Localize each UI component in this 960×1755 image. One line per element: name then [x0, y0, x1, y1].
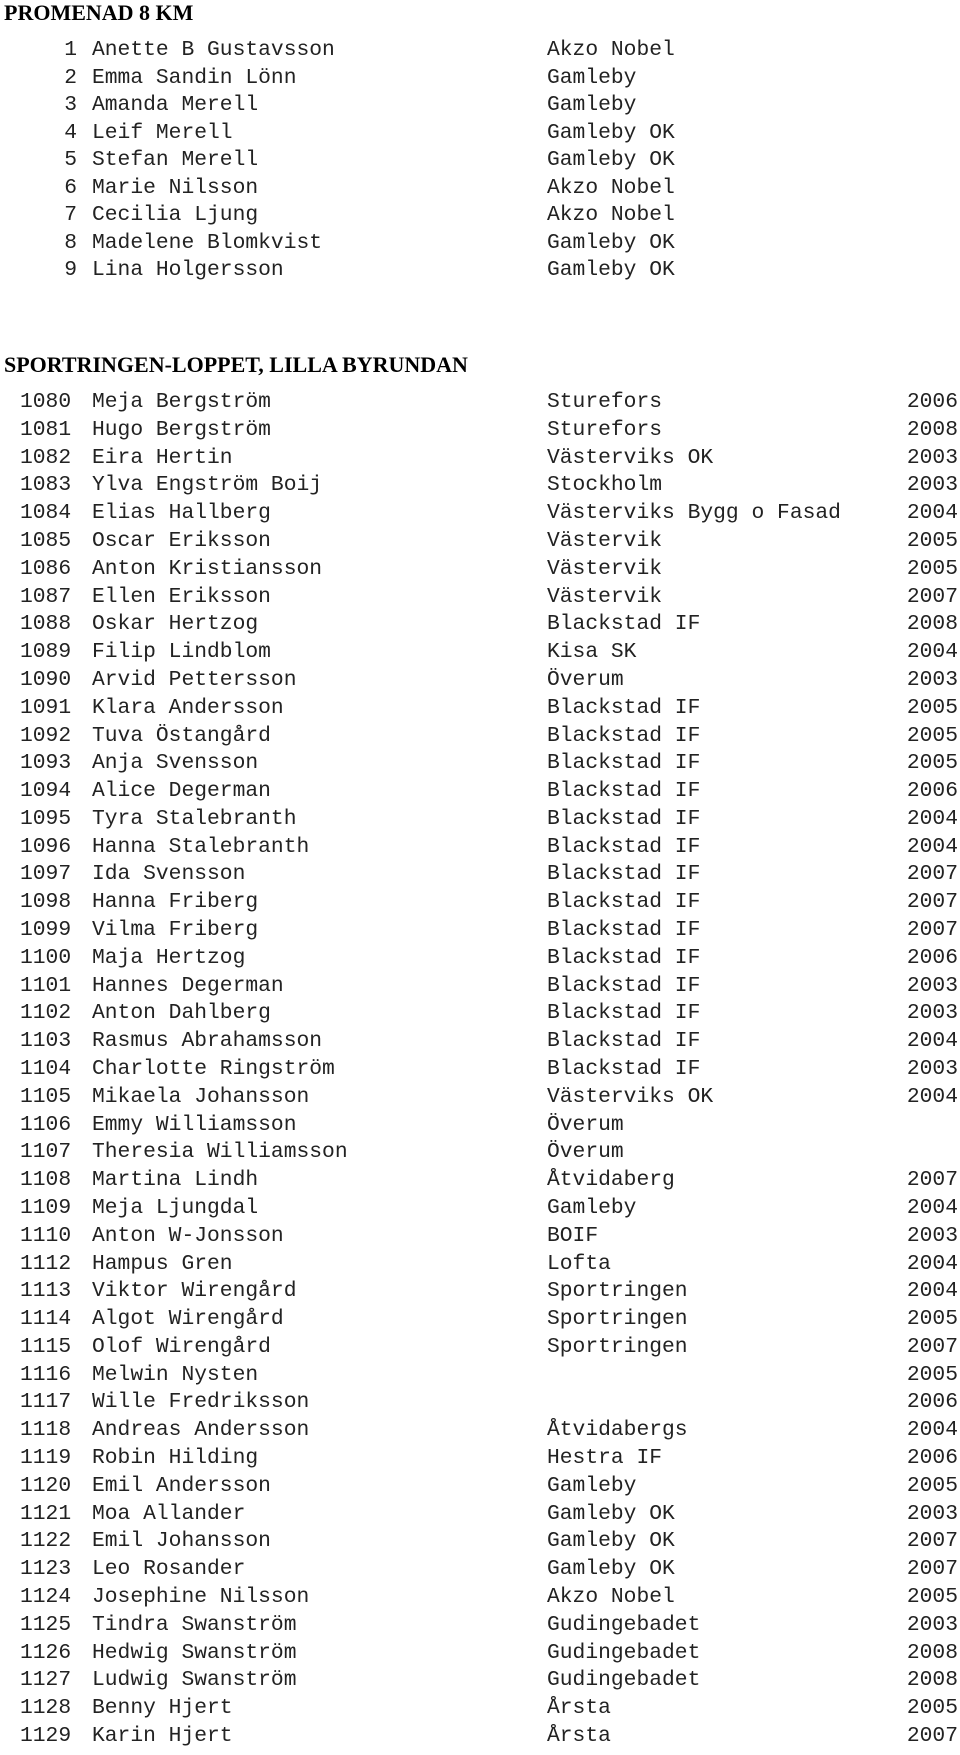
- result-num: 1080: [20, 390, 72, 414]
- result-name: Klara Andersson: [92, 695, 284, 720]
- result-name: Hannes Degerman: [92, 973, 284, 998]
- result-year: 2007: [906, 1529, 958, 1554]
- result-row: [0, 202, 960, 230]
- result-row: [0, 1195, 960, 1223]
- result-row: [0, 1695, 960, 1723]
- result-club: Gamleby OK: [547, 1501, 675, 1526]
- result-name: Tindra Swanström: [92, 1612, 297, 1637]
- result-row: [0, 147, 960, 175]
- result-year: 2004: [906, 1084, 958, 1109]
- result-name: Anette B Gustavsson: [92, 38, 335, 62]
- result-name: Hampus Gren: [92, 1251, 233, 1276]
- result-name: Tuva Östangård: [92, 723, 271, 748]
- result-num: 1129: [20, 1723, 72, 1748]
- result-row: [0, 1501, 960, 1529]
- result-row: [0, 1084, 960, 1112]
- result-num: 1105: [20, 1084, 72, 1109]
- result-year: 2007: [906, 1557, 958, 1582]
- result-row: [0, 1473, 960, 1501]
- result-name: Vilma Friberg: [92, 918, 259, 942]
- result-num: 1100: [20, 945, 72, 970]
- result-year: 2007: [906, 1168, 958, 1193]
- result-name: Lina Holgersson: [92, 258, 284, 283]
- result-row: [0, 1167, 960, 1195]
- result-year: 2008: [906, 417, 958, 442]
- result-year: 2004: [906, 1279, 958, 1304]
- result-name: Maja Hertzog: [92, 945, 246, 970]
- result-row: [0, 500, 960, 528]
- result-name: Ida Svensson: [92, 862, 246, 887]
- result-num: 1090: [20, 667, 72, 692]
- result-year: 2005: [906, 751, 958, 776]
- result-club: Blackstad IF: [547, 918, 701, 942]
- result-club: Västerviks OK: [547, 445, 714, 470]
- result-club: Akzo Nobel: [547, 203, 675, 228]
- result-num: 1096: [20, 834, 72, 859]
- result-name: Anton Dahlberg: [92, 1001, 271, 1026]
- result-name: Moa Allander: [92, 1501, 246, 1526]
- result-club: Akzo Nobel: [547, 175, 675, 200]
- result-num: 1114: [20, 1307, 72, 1332]
- result-club: Hestra IF: [547, 1446, 663, 1470]
- result-row: [0, 92, 960, 120]
- result-club: Gamleby OK: [547, 258, 675, 283]
- result-num: 1109: [20, 1195, 72, 1220]
- result-name: Martina Lindh: [92, 1168, 259, 1193]
- result-row: [0, 778, 960, 806]
- result-name: Melwin Nysten: [92, 1362, 259, 1387]
- result-year: 2007: [906, 918, 958, 942]
- result-row: [0, 1251, 960, 1279]
- result-name: Filip Lindblom: [92, 640, 271, 665]
- result-row: [0, 1556, 960, 1584]
- result-name: Ludwig Swanström: [92, 1668, 297, 1693]
- result-club: Gamleby: [547, 1195, 637, 1220]
- result-year: 2003: [906, 667, 958, 692]
- result-row: [0, 1278, 960, 1306]
- result-club: Gamleby OK: [547, 230, 675, 255]
- result-club: Sportringen: [547, 1279, 688, 1304]
- result-club: Åtvidaberg: [547, 1168, 675, 1193]
- result-year: 2008: [906, 612, 958, 637]
- result-num: 1088: [20, 612, 72, 637]
- result-name: Hanna Friberg: [92, 890, 259, 915]
- result-row: [0, 1723, 960, 1751]
- result-row: [0, 639, 960, 667]
- result-row: [0, 1667, 960, 1695]
- result-club: Västervik: [547, 529, 663, 553]
- result-club: Blackstad IF: [547, 779, 701, 804]
- result-row: [0, 1612, 960, 1640]
- result-num: 1127: [20, 1668, 72, 1693]
- result-num: 1083: [20, 473, 72, 498]
- result-club: Gamleby: [547, 93, 637, 118]
- result-num: 1091: [20, 695, 72, 720]
- result-name: Rasmus Abrahamsson: [92, 1029, 323, 1054]
- result-club: Överum: [547, 1112, 624, 1137]
- result-year: 2003: [906, 1612, 958, 1637]
- result-name: Arvid Pettersson: [92, 667, 297, 692]
- result-row: [0, 472, 960, 500]
- result-name: Marie Nilsson: [92, 175, 259, 200]
- result-year: 2007: [906, 584, 958, 609]
- result-club: Lofta: [547, 1251, 611, 1276]
- result-row: [0, 445, 960, 473]
- result-club: Gudingebadet: [547, 1640, 701, 1665]
- result-row: [0, 1112, 960, 1140]
- result-year: 2005: [906, 695, 958, 720]
- result-club: Sportringen: [547, 1307, 688, 1332]
- result-club: Västerviks Bygg o Fasad: [547, 501, 841, 526]
- result-name: Algot Wirengård: [92, 1307, 284, 1332]
- result-year: 2003: [906, 973, 958, 998]
- result-row: [0, 667, 960, 695]
- result-name: Hedwig Swanström: [92, 1640, 297, 1665]
- result-num: 1104: [20, 1057, 72, 1081]
- result-club: Gamleby OK: [547, 148, 675, 173]
- result-club: Blackstad IF: [547, 890, 701, 915]
- result-name: Oscar Eriksson: [92, 529, 271, 553]
- result-year: 2003: [906, 1501, 958, 1526]
- result-year: 2003: [906, 1057, 958, 1081]
- result-row: [0, 1389, 960, 1417]
- result-num: 1112: [20, 1251, 72, 1276]
- result-name: Karin Hjert: [92, 1723, 233, 1748]
- result-num: 3: [64, 93, 77, 118]
- result-row: [0, 120, 960, 148]
- result-year: 2004: [906, 1029, 958, 1054]
- result-year: 2004: [906, 640, 958, 665]
- result-row: [0, 945, 960, 973]
- result-row: [0, 1056, 960, 1084]
- result-year: 2004: [906, 834, 958, 859]
- result-num: 1094: [20, 779, 72, 804]
- result-name: Josephine Nilsson: [92, 1585, 310, 1609]
- result-name: Tyra Stalebranth: [92, 806, 297, 831]
- result-club: Gamleby: [547, 65, 637, 90]
- result-row: [0, 723, 960, 751]
- result-year: 2006: [906, 945, 958, 970]
- result-name: Viktor Wirengård: [92, 1279, 297, 1304]
- result-num: 1125: [20, 1612, 72, 1637]
- result-name: Leif Merell: [92, 120, 233, 145]
- result-club: Sturefors: [547, 390, 663, 414]
- result-row: [0, 1417, 960, 1445]
- section-title-sportringen: SPORTRINGEN-LOPPET, LILLA BYRUNDAN: [4, 352, 468, 377]
- result-name: Leo Rosander: [92, 1557, 246, 1582]
- result-club: Gudingebadet: [547, 1668, 701, 1693]
- result-year: 2006: [906, 390, 958, 414]
- result-num: 1113: [20, 1279, 72, 1304]
- result-row: [0, 1139, 960, 1167]
- result-club: Blackstad IF: [547, 1057, 701, 1081]
- result-club: Gamleby OK: [547, 1529, 675, 1554]
- result-year: 2005: [906, 529, 958, 553]
- result-num: 2: [64, 65, 77, 90]
- result-row: [0, 175, 960, 203]
- result-club: Västervik: [547, 584, 663, 609]
- result-row: [0, 389, 960, 417]
- result-name: Anja Svensson: [92, 751, 259, 776]
- result-row: [0, 1223, 960, 1251]
- result-club: Årsta: [547, 1696, 611, 1721]
- result-name: Cecilia Ljung: [92, 203, 259, 228]
- result-club: Sportringen: [547, 1334, 688, 1359]
- result-num: 1097: [20, 862, 72, 887]
- result-name: Robin Hilding: [92, 1446, 259, 1470]
- result-name: Anton Kristiansson: [92, 556, 323, 581]
- result-club: Stockholm: [547, 473, 663, 498]
- result-club: Överum: [547, 1140, 624, 1165]
- result-club: Blackstad IF: [547, 806, 701, 831]
- result-year: 2004: [906, 1195, 958, 1220]
- result-name: Mikaela Johansson: [92, 1084, 310, 1109]
- result-num: 1089: [20, 640, 72, 665]
- result-row: [0, 556, 960, 584]
- result-year: 2005: [906, 1362, 958, 1387]
- result-row: [0, 1528, 960, 1556]
- result-name: Ylva Engström Boij: [92, 473, 323, 498]
- result-num: 1126: [20, 1640, 72, 1665]
- result-year: 2007: [906, 890, 958, 915]
- result-num: 1081: [20, 417, 72, 442]
- result-name: Oskar Hertzog: [92, 612, 259, 637]
- result-club: Blackstad IF: [547, 723, 701, 748]
- result-club: Västervik: [547, 556, 663, 581]
- result-num: 1119: [20, 1446, 72, 1470]
- result-row: [0, 1334, 960, 1362]
- result-name: Eira Hertin: [92, 445, 233, 470]
- result-row: [0, 417, 960, 445]
- result-num: 1085: [20, 529, 72, 553]
- result-num: 1086: [20, 556, 72, 581]
- result-year: 2005: [906, 1473, 958, 1498]
- result-club: Blackstad IF: [547, 945, 701, 970]
- result-row: [0, 806, 960, 834]
- result-num: 7: [64, 203, 77, 228]
- result-row: [0, 695, 960, 723]
- result-num: 9: [64, 258, 77, 283]
- result-num: 1: [64, 38, 77, 62]
- result-num: 1116: [20, 1362, 72, 1387]
- result-name: Stefan Merell: [92, 148, 259, 173]
- result-name: Amanda Merell: [92, 93, 259, 118]
- result-row: [0, 611, 960, 639]
- result-num: 1101: [20, 973, 72, 998]
- result-year: 2004: [906, 806, 958, 831]
- result-num: 5: [64, 148, 77, 173]
- result-num: 8: [64, 230, 77, 255]
- result-num: 1102: [20, 1001, 72, 1026]
- result-club: Blackstad IF: [547, 751, 701, 776]
- result-num: 6: [64, 175, 77, 200]
- result-club: Blackstad IF: [547, 1029, 701, 1054]
- result-club: Gudingebadet: [547, 1612, 701, 1637]
- result-name: Charlotte Ringström: [92, 1057, 335, 1081]
- result-name: Meja Ljungdal: [92, 1195, 259, 1220]
- result-club: Akzo Nobel: [547, 38, 675, 62]
- result-club: Blackstad IF: [547, 834, 701, 859]
- result-year: 2003: [906, 445, 958, 470]
- result-num: 1095: [20, 806, 72, 831]
- result-name: Andreas Andersson: [92, 1418, 310, 1443]
- result-club: Blackstad IF: [547, 612, 701, 637]
- result-row: [0, 917, 960, 945]
- result-club: Sturefors: [547, 417, 663, 442]
- result-name: Theresia Williamsson: [92, 1140, 348, 1165]
- result-club: Kisa SK: [547, 640, 637, 665]
- result-row: [0, 973, 960, 1001]
- result-club: BOIF: [547, 1223, 599, 1248]
- result-num: 1106: [20, 1112, 72, 1137]
- result-name: Meja Bergström: [92, 390, 271, 414]
- result-club: Åtvidabergs: [547, 1418, 688, 1443]
- result-year: 2006: [906, 779, 958, 804]
- result-row: [0, 584, 960, 612]
- result-name: Anton W-Jonsson: [92, 1223, 284, 1248]
- result-row: [0, 834, 960, 862]
- result-num: 1124: [20, 1585, 72, 1609]
- result-year: 2005: [906, 1696, 958, 1721]
- section-title-promenad: PROMENAD 8 KM: [4, 0, 194, 25]
- result-name: Ellen Eriksson: [92, 584, 271, 609]
- result-club: Blackstad IF: [547, 973, 701, 998]
- result-year: 2005: [906, 1307, 958, 1332]
- result-row: [0, 1640, 960, 1668]
- result-name: Emil Johansson: [92, 1529, 271, 1554]
- result-num: 1092: [20, 723, 72, 748]
- result-num: 1084: [20, 501, 72, 526]
- result-row: [0, 1362, 960, 1390]
- result-name: Wille Fredriksson: [92, 1390, 310, 1415]
- result-num: 1115: [20, 1334, 72, 1359]
- result-year: 2006: [906, 1446, 958, 1470]
- result-year: 2008: [906, 1640, 958, 1665]
- result-year: 2005: [906, 1585, 958, 1609]
- result-club: Blackstad IF: [547, 1001, 701, 1026]
- result-num: 1107: [20, 1140, 72, 1165]
- result-row: [0, 37, 960, 65]
- result-club: Gamleby OK: [547, 1557, 675, 1582]
- result-num: 1120: [20, 1473, 72, 1498]
- result-name: Emil Andersson: [92, 1473, 271, 1498]
- result-num: 1087: [20, 584, 72, 609]
- result-name: Madelene Blomkvist: [92, 230, 323, 255]
- result-club: Västerviks OK: [547, 1084, 714, 1109]
- result-club: Årsta: [547, 1723, 611, 1748]
- result-club: Blackstad IF: [547, 862, 701, 887]
- result-num: 1103: [20, 1029, 72, 1054]
- result-row: [0, 257, 960, 285]
- result-num: 1118: [20, 1418, 72, 1443]
- result-row: [0, 1306, 960, 1334]
- result-row: [0, 528, 960, 556]
- result-year: 2004: [906, 1251, 958, 1276]
- result-row: [0, 230, 960, 258]
- result-num: 1110: [20, 1223, 72, 1248]
- result-row: [0, 65, 960, 93]
- result-num: 1121: [20, 1501, 72, 1526]
- result-club: Blackstad IF: [547, 695, 701, 720]
- result-year: 2003: [906, 1223, 958, 1248]
- result-num: 1128: [20, 1696, 72, 1721]
- result-year: 2007: [906, 1723, 958, 1748]
- result-year: 2007: [906, 1334, 958, 1359]
- result-num: 1117: [20, 1390, 72, 1415]
- result-name: Olof Wirengård: [92, 1334, 271, 1359]
- result-year: 2005: [906, 723, 958, 748]
- result-year: 2004: [906, 501, 958, 526]
- result-num: 1122: [20, 1529, 72, 1554]
- result-year: 2008: [906, 1668, 958, 1693]
- result-row: [0, 1445, 960, 1473]
- result-num: 1108: [20, 1168, 72, 1193]
- result-num: 1082: [20, 445, 72, 470]
- result-name: Emma Sandin Lönn: [92, 65, 297, 90]
- result-num: 1093: [20, 751, 72, 776]
- result-name: Elias Hallberg: [92, 501, 271, 526]
- result-row: [0, 1584, 960, 1612]
- result-row: [0, 1028, 960, 1056]
- result-num: 1098: [20, 890, 72, 915]
- result-year: 2004: [906, 1418, 958, 1443]
- result-name: Emmy Williamsson: [92, 1112, 297, 1137]
- result-num: 4: [64, 120, 77, 145]
- result-year: 2003: [906, 473, 958, 498]
- result-row: [0, 889, 960, 917]
- result-club: Överum: [547, 667, 624, 692]
- result-year: 2005: [906, 556, 958, 581]
- result-name: Alice Degerman: [92, 779, 271, 804]
- result-name: Hanna Stalebranth: [92, 834, 310, 859]
- result-name: Hugo Bergström: [92, 417, 271, 442]
- result-year: 2006: [906, 1390, 958, 1415]
- result-year: 2003: [906, 1001, 958, 1026]
- result-num: 1123: [20, 1557, 72, 1582]
- result-year: 2007: [906, 862, 958, 887]
- result-club: Gamleby: [547, 1473, 637, 1498]
- result-club: Gamleby OK: [547, 120, 675, 145]
- result-row: [0, 861, 960, 889]
- result-name: Benny Hjert: [92, 1696, 233, 1721]
- result-club: Akzo Nobel: [547, 1585, 675, 1609]
- result-num: 1099: [20, 918, 72, 942]
- result-row: [0, 750, 960, 778]
- result-row: [0, 1000, 960, 1028]
